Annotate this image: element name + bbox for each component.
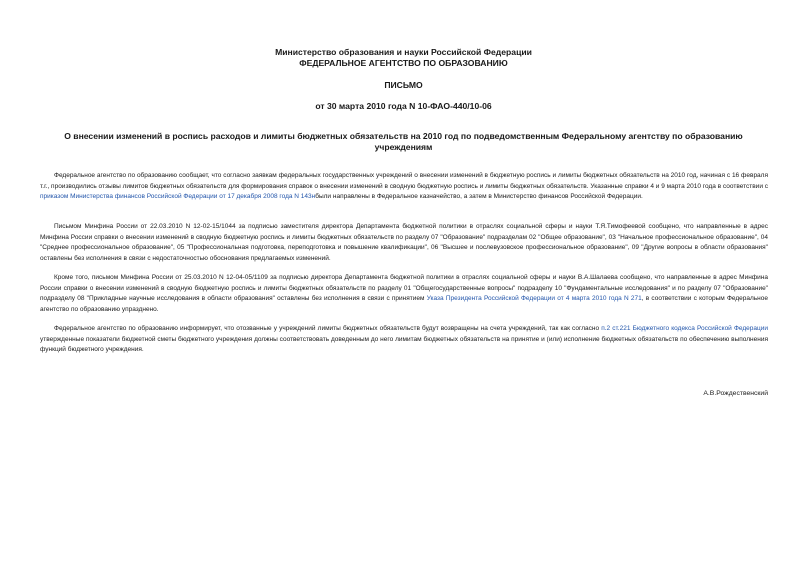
- paragraph-2: [40, 222, 768, 264]
- signature: А.В.Рождественский: [703, 390, 768, 397]
- paragraph-4-text-start: Федеральное агентство по образованию информирует, что отозванные у учреждений лимиты бюджетных обязательств будут возвращены на счета учреждений, так как согласно: [54, 325, 602, 332]
- ministry-name: Министерство образования и науки Российской Федерации: [275, 47, 532, 57]
- paragraph-1-text-end: были направлены в Федеральное казначейство, а затем в Министерство финансов Российской Федерации.: [315, 193, 643, 200]
- paragraph-1-text-start: Федеральное агентство по образованию сообщает, что согласно заявкам федеральных государственных учреждений о внесении изменений в бюджетную роспись и лимиты бюджетных обязательств на 2010 год, начиная с 16 февраля т.г., производились отзывы лимитов бюджетных обязательств для формирования справок о внесении изменений в сводную бюджетную роспись и лимиты бюджетных обязательств. Указанные справки 4 и 9 марта 2010 года в соответствии с: [40, 172, 768, 190]
- paragraph-4: [40, 324, 768, 356]
- document-title: О внесении изменений в роспись расходов и лимиты бюджетных обязательств на 2010 год по подведомственным Федеральному агентству по образованию учреждениям: [64, 131, 743, 152]
- paragraph-3-text-start: Кроме того, письмом Минфина России от 25.03.2010 N 12-04-05/1109 за подписью директора Департамента бюджетной политики в отраслях социальной сферы и науки В.А.Шалаева сообщено, что направленные в адрес Минфина России справки о внесении изменений в сводную бюджетную роспись и лимиты бюджетных обязательств по разделу 01 "Общегосударственные вопросы" подразделу 10 "Фундаментальные исследования" и по разделу 07 "Образование" подразделу 08 "Прикладные научные исследования в области образования" оставлены без исполнения в связи с принятием: [40, 274, 768, 302]
- agency-name: ФЕДЕРАЛЬНОЕ АГЕНТСТВО ПО ОБРАЗОВАНИЮ: [299, 58, 508, 68]
- paragraph-1: [40, 171, 768, 203]
- document-type: ПИСЬМО: [384, 80, 423, 90]
- link-minfin-order-143n[interactable]: приказом Министерства финансов Российской Федерации от 17 декабря 2008 года N 143н: [40, 193, 316, 200]
- paragraph-2-text: Письмом Минфина России от 22.03.2010 N 12-02-15/1044 за подписью заместителя директора Департамента бюджетной политики в отраслях социальной сферы и науки Т.Я.Тимофеевой сообщено, что направленные в адрес Минфина России справки о внесении изменений в сводную бюджетную роспись и лимиты бюджетных обязательств по разделу 07 "Образование" подразделам 02 "Общее образование", 03 "Начальное профессиональное образование", 04 "Среднее профессиональное образование", 05 "Профессиональная подготовка, переподготовка и повышение квалификации", 06 "Высшее и послевузовское профессиональное образование", 09 "Другие вопросы в области образования" оставлены без исполнения в связи с недостаточностью обоснования предлагаемых изменений.: [40, 223, 768, 262]
- paragraph-3-text-end: , в соответствии с которым Федеральное агентство по образованию упразднено.: [40, 295, 769, 313]
- link-budget-code-art-221[interactable]: п.2 ст.221 Бюджетного кодекса Российской Федерации: [601, 325, 768, 332]
- paragraph-4-text-end: утвержденные показатели бюджетной сметы бюджетного учреждения должны соответствовать доведенным до него лимитам бюджетных обязательств на принятие и (или) исполнение бюджетных обязательств по обеспечению выполнения функций бюджетного учреждения.: [40, 335, 768, 353]
- link-presidential-decree-271[interactable]: Указа Президента Российской Федерации от 4 марта 2010 года N 271: [426, 295, 642, 302]
- paragraph-3: [40, 273, 768, 315]
- document-date: от 30 марта 2010 года N 10-ФАО-440/10-06: [315, 101, 492, 111]
